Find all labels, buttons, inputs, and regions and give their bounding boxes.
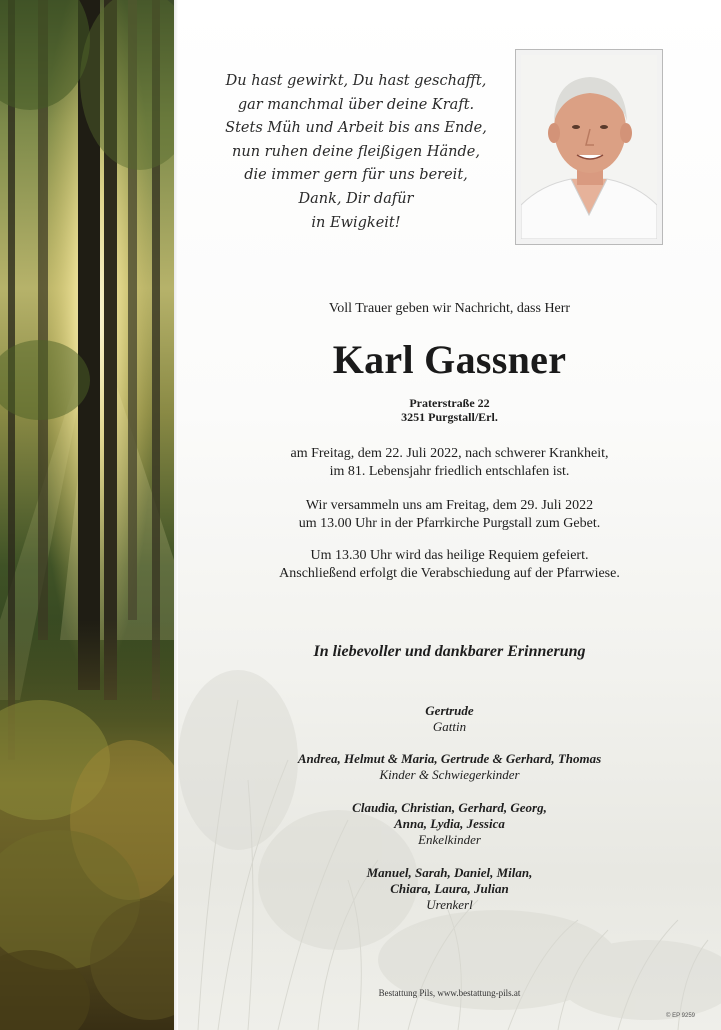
death-paragraph xyxy=(178,445,721,481)
mourner-names: Anna, Lydia, Jessica xyxy=(394,816,505,831)
poem-line: Du hast gewirkt, Du hast geschafft, xyxy=(225,73,487,89)
paragraph-line: Wir versammeln uns am Freitag, dem 29. Juli 2022 xyxy=(305,498,594,513)
poem-line: die immer gern für uns bereit, xyxy=(244,167,468,184)
relationship-label: Enkelkinder xyxy=(418,832,481,847)
mourner-names: Claudia, Christian, Gerhard, Georg, xyxy=(352,800,547,815)
mourner-names: Chiara, Laura, Julian xyxy=(390,881,509,896)
address-street: Praterstraße 22 xyxy=(409,396,490,410)
poem xyxy=(210,70,502,235)
portrait-photo xyxy=(515,49,663,245)
poem-line: Dank, Dir dafür xyxy=(298,190,414,207)
paragraph-line: am Freitag, dem 22. Juli 2022, nach schwerer Krankheit, xyxy=(290,446,609,461)
poem-line: in Ewigkeit! xyxy=(311,214,401,231)
address-city: 3251 Purgstall/Erl. xyxy=(401,410,498,424)
mourner-names: Andrea, Helmut & Maria, Gertrude & Gerhard, Thomas xyxy=(297,751,602,766)
relationship-label: Kinder & Schwiegerkinder xyxy=(379,767,520,782)
requiem-paragraph xyxy=(178,547,721,583)
paragraph-line: Anschließend erfolgt die Verabschiedung auf der Pfarrwiese. xyxy=(279,566,620,581)
mourner-group xyxy=(178,751,721,783)
poem-line: gar manchmal über deine Kraft. xyxy=(237,96,475,113)
template-code: © EP 9259 xyxy=(666,1013,695,1019)
paragraph-line: um 13.00 Uhr in der Pfarrkirche Purgstall zum Gebet. xyxy=(298,516,601,531)
mourner-group xyxy=(178,865,721,913)
mourner-names: Gertrude xyxy=(425,703,474,718)
mourner-group xyxy=(178,800,721,848)
gathering-paragraph xyxy=(178,497,721,533)
paragraph-line: im 81. Lebensjahr friedlich entschlafen ist. xyxy=(329,464,570,479)
mourner-group xyxy=(178,703,721,735)
memory-heading: In liebevoller und dankbarer Erinnerung xyxy=(313,643,586,660)
poem-line: Stets Müh und Arbeit bis ans Ende, xyxy=(225,120,487,137)
deceased-name: Karl Gassner xyxy=(332,337,567,382)
address xyxy=(178,396,721,424)
poem-line: nun ruhen deine fleißigen Hände, xyxy=(232,143,480,160)
intro-text: Voll Trauer geben wir Nachricht, dass Herr xyxy=(328,301,571,316)
funeral-home-footer: Bestattung Pils, www.bestattung-pils.at xyxy=(378,988,521,998)
mourner-names: Manuel, Sarah, Daniel, Milan, xyxy=(366,865,533,880)
forest-image xyxy=(0,0,174,1030)
relationship-label: Urenkerl xyxy=(426,897,473,912)
paragraph-line: Um 13.30 Uhr wird das heilige Requiem gefeiert. xyxy=(310,548,589,563)
relationship-label: Gattin xyxy=(432,719,467,734)
